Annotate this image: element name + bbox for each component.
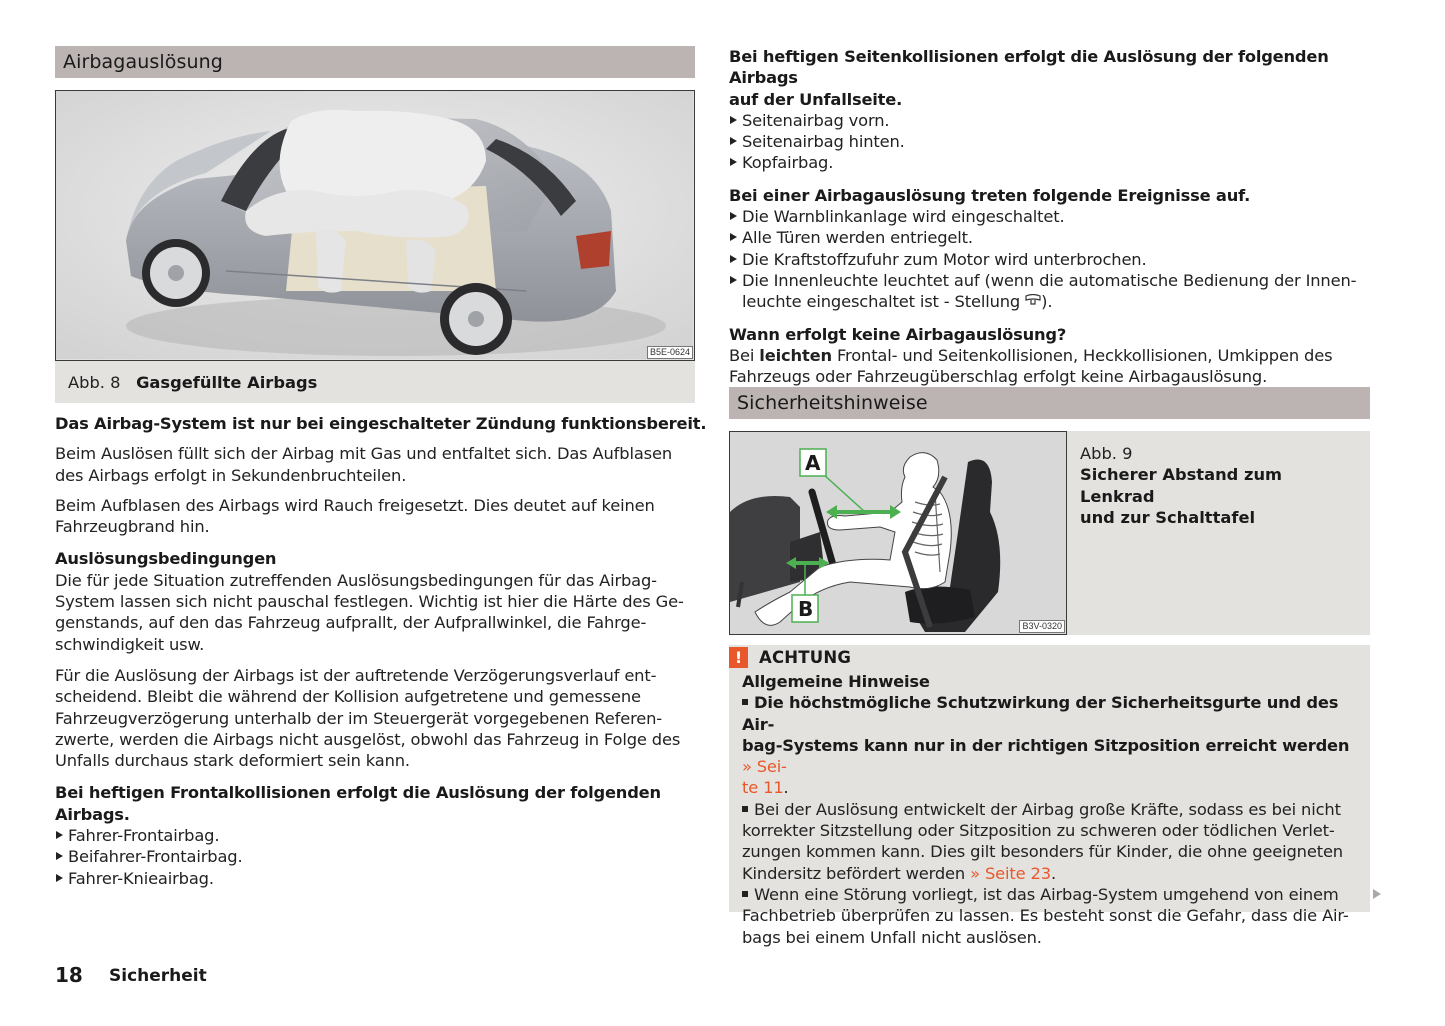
triangle-bullet-icon: [730, 233, 737, 241]
link-page-11[interactable]: » Sei-: [742, 757, 787, 777]
list-item: Beifahrer-Frontairbag.: [55, 846, 715, 867]
figure-title: Gasgefüllte Airbags: [136, 373, 318, 392]
interior-light-door-icon: [1025, 294, 1041, 306]
frontal-airbag-list: [55, 825, 715, 889]
triangle-bullet-icon: [56, 874, 63, 882]
list-item: Seitenairbag hinten.: [729, 131, 1389, 152]
conditions-heading: Auslösungsbedingungen: [55, 549, 277, 569]
figure-code: B5E-0624: [647, 346, 693, 359]
marker-b: B: [798, 597, 814, 621]
figure-title-line: Sicherer Abstand zum Lenkrad: [1080, 465, 1283, 506]
warning-box: ! ACHTUNG Allgemeine Hinweise Die höchstmögliche Schutzwirkung der Sicherheitsgurte und des Air- bag-Systems kann nur in der richtigen Sitzposition erreicht werden » Sei- te 11. Bei der Auslösung entwickelt der Airbag große Kräfte, sodass es bei nicht korrekter Sitzstellung oder Sitzposition zu schweren oder tödlichen Verlet- zungen kommen kann. Dies gilt besonders für Kinder, die ohne geeigneten Kindersitz befördert werden » Seite 23. Wenn eine Störung vorliegt, ist das Airbag-System umgehend von einem Fachbetrieb überprüfen zu lassen. Es besteht sonst die Gefahr, dass die Air- bags bei einem Unfall nicht auslösen.: [729, 645, 1370, 912]
figure-gas-filled-airbags: [55, 90, 695, 361]
chapter-title: Sicherheit: [109, 966, 207, 986]
warning-subtitle: Allgemeine Hinweise: [742, 672, 930, 691]
warning-bullet-forces: Bei der Auslösung entwickelt der Airbag große Kräfte, sodass es bei nicht korrekter Sitzstellung oder Sitzposition zu schweren oder tödlichen Verlet- zungen kommen kann. Dies gilt besonders für Kinder, die ohne geeigneten Kindersitz befördert werden » Seite 23.: [742, 799, 1343, 883]
paragraph-no-deployment: Bei leichten Frontal- und Seitenkollisionen, Heckkollisionen, Umkippen des Fahrzeugs oder Fahrzeugüberschlag erfolgt keine Airbagauslösung.: [729, 345, 1333, 387]
warning-bullet-seating: Die höchstmögliche Schutzwirkung der Sicherheitsgurte und des Air- bag-Systems kann nur in der richtigen Sitzposition erreicht werden » Sei-: [742, 693, 1350, 777]
warning-bullet-malfunction: Wenn eine Störung vorliegt, ist das Airbag-System umgehend von einem Fachbetrieb überprüfen zu lassen. Es besteht sonst die Gefahr, dass die Air- bags bei einem Unfall nicht auslösen.: [742, 884, 1349, 947]
figure-caption: [1067, 431, 1370, 635]
square-bullet-icon: [742, 806, 748, 812]
no-deployment-heading: Wann erfolgt keine Airbagauslösung?: [729, 324, 1067, 344]
marker-a: A: [805, 451, 821, 475]
left-body: [55, 413, 715, 889]
section-heading-sicherheitshinweise: Sicherheitshinweise: [729, 387, 1370, 419]
car-airbag-illustration: [56, 91, 693, 359]
triangle-bullet-icon: [730, 137, 737, 145]
list-item: Die Kraftstoffzufuhr zum Motor wird unterbrochen.: [729, 249, 1389, 270]
list-item: Alle Türen werden entriegelt.: [729, 227, 1389, 248]
paragraph-deceleration: Für die Auslösung der Airbags ist der auftretende Verzögerungsverlauf ent- scheidend. Bleibt die während der Kollision aufgetretene und gemessene Fahrzeugverzögerung unterhalb der im Steuergerät vorgegebenen Referen- zwerte, werden die Airbags nicht ausgelöst, obwohl das Fahrzeug in Folge des Unfalls durchaus stark deformiert sein kann.: [55, 665, 681, 771]
triangle-bullet-icon: [730, 158, 737, 166]
triangle-bullet-icon: [730, 212, 737, 220]
list-item: Fahrer-Frontairbag.: [55, 825, 715, 846]
figure-caption: [55, 361, 695, 403]
events-list: [729, 206, 1389, 312]
lead-text: Das Airbag-System ist nur bei eingeschalteter Zündung funktionsbereit.: [55, 414, 707, 433]
paragraph-inflation: Beim Auslösen füllt sich der Airbag mit Gas und entfaltet sich. Das Aufblasen des Airbags erfolgt in Sekundenbruchteilen.: [55, 444, 673, 485]
frontal-heading: Bei heftigen Frontalkollisionen erfolgt die Auslösung der folgenden Airbags.: [55, 783, 661, 824]
triangle-bullet-icon: [730, 276, 737, 284]
square-bullet-icon: [742, 699, 748, 705]
list-item: Kopfairbag.: [729, 152, 1389, 173]
seating-position-illustration: [730, 432, 1065, 633]
square-bullet-icon: [742, 891, 748, 897]
figure-code: B3V-0320: [1019, 620, 1065, 633]
figure-label: Abb. 9: [1080, 444, 1133, 463]
paragraph-smoke: Beim Aufblasen des Airbags wird Rauch freigesetzt. Dies deutet auf keinen Fahrzeugbrand hin.: [55, 495, 655, 537]
figure-label: Abb. 8: [68, 373, 121, 392]
side-airbag-list: [729, 110, 1389, 174]
warning-exclamation-icon: !: [729, 647, 748, 668]
triangle-bullet-icon: [730, 116, 737, 124]
warning-title: ACHTUNG: [759, 647, 852, 667]
figure-title-line: und zur Schalttafel: [1080, 507, 1256, 527]
continued-arrow-icon: [1373, 889, 1381, 899]
right-body-top: [729, 46, 1389, 387]
events-heading: Bei einer Airbagauslösung treten folgende Ereignisse auf.: [729, 185, 1251, 205]
triangle-bullet-icon: [56, 831, 63, 839]
triangle-bullet-icon: [56, 852, 63, 860]
list-item: Seitenairbag vorn.: [729, 110, 1389, 131]
page-number: 18: [55, 963, 83, 987]
section-heading-airbagausloesung: Airbagauslösung: [55, 46, 695, 78]
list-item: Die Warnblinkanlage wird eingeschaltet.: [729, 206, 1389, 227]
list-item: Fahrer-Knieairbag.: [55, 868, 715, 889]
link-page-11-cont[interactable]: te 11: [742, 778, 784, 798]
warning-header: [729, 645, 1357, 669]
triangle-bullet-icon: [730, 255, 737, 263]
paragraph-conditions: Die für jede Situation zutreffenden Auslösungsbedingungen für das Airbag- System lassen sich nicht pauschal festlegen. Wichtig ist hier die Härte des Ge- genstands, auf den das Fahrzeug aufprallt, der Aufprallwinkel, die Fahrge- schwindigkeit usw.: [55, 570, 684, 654]
side-collision-heading: Bei heftigen Seitenkollisionen erfolgt die Auslösung der folgenden Airbags auf der Unfallseite.: [729, 47, 1329, 109]
list-item: Die Innenleuchte leuchtet auf (wenn die automatische Bedienung der Innen- leuchte eingeschaltet ist - Stellung ).: [729, 270, 1389, 313]
link-page-23[interactable]: » Seite 23: [970, 863, 1051, 883]
figure-safe-distance: [729, 431, 1067, 635]
